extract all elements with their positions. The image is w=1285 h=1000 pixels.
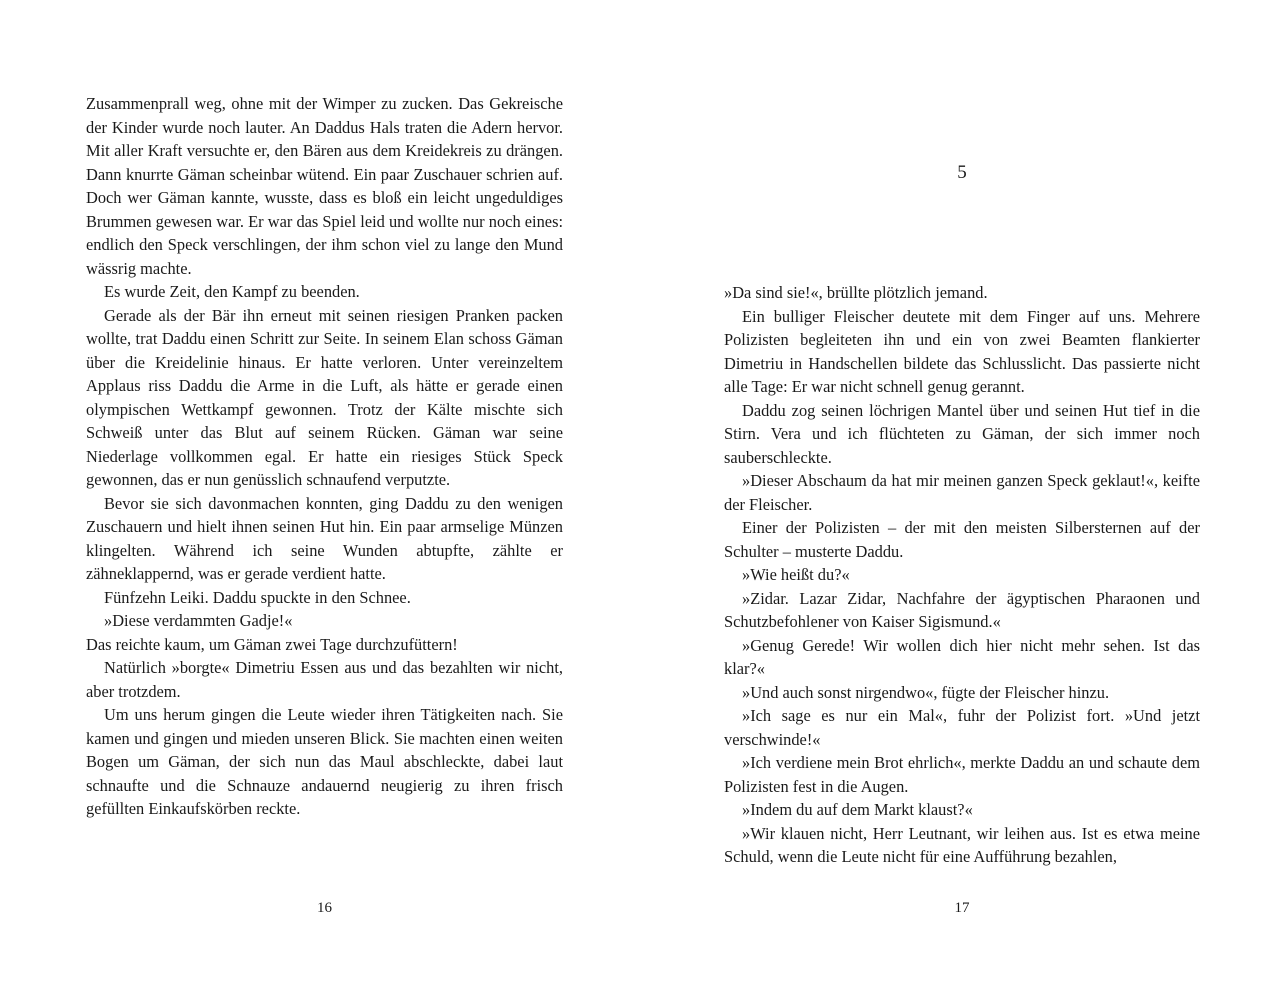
paragraph: »Wie heißt du?« (742, 565, 850, 584)
paragraph: Einer der Polizisten – der mit den meisten Silbersternen auf der Schulter – musterte Daddu. (724, 518, 1200, 561)
page-number: 16 (317, 900, 332, 916)
paragraph: »Dieser Abschaum da hat mir meinen ganzen Speck geklaut!«, keifte der Fleischer. (724, 471, 1200, 514)
paragraph: »Diese verdammten Gadje!« (104, 611, 293, 630)
paragraph: Gerade als der Bär ihn erneut mit seinen riesigen Pranken packen wollte, trat Daddu einen Schritt zur Seite. In seinem Elan schoss Gäman über die Kreidelinie hinaus. Er hatte verloren. Unter vereinzeltem Applaus riss Daddu die Arme in die Luft, als hätte er gerade einen olympischen Wettkampf gewonnen. Trotz der Kälte mischte sich Schweiß unter das Blut auf seinem Rücken. Gäman war seine Niederlage vollkommen egal. Er hatte ein riesiges Stück Speck gewonnen, das er nun genüsslich schnaufend verputzte. (86, 305, 563, 489)
paragraph: »Ich verdiene mein Brot ehrlich«, merkte Daddu an und schaute dem Polizisten fest in die Augen. (724, 753, 1200, 796)
paragraph: Natürlich »borgte« Dimetriu Essen aus und das bezahlten wir nicht, aber trotzdem. (86, 658, 563, 701)
chapter-number: 5 (957, 162, 967, 183)
right-page (643, 0, 1285, 1000)
left-page-text (86, 92, 563, 821)
paragraph: Um uns herum gingen die Leute wieder ihren Tätigkeiten nach. Sie kamen und gingen und mieden unseren Blick. Sie machten einen weiten Bogen um Gäman, der sich nun das Maul abschleckte, dabei laut schnaufte und die Schnauze andauernd neugierig zu ihren frisch gefüllten Einkaufskörben reckte. (86, 705, 563, 818)
paragraph: »Ich sage es nur ein Mal«, fuhr der Polizist fort. »Und jetzt verschwinde!« (724, 706, 1200, 749)
paragraph: Ein bulliger Fleischer deutete mit dem Finger auf uns. Mehrere Polizisten begleiteten ihn und ein von zwei Beamten flankierter Dimetriu in Handschellen bildete das Schlusslicht. Das passierte nicht alle Tage: Er war nicht schnell genug gerannt. (724, 306, 1200, 396)
paragraph: »Zidar. Lazar Zidar, Nachfahre der ägyptischen Pharaonen und Schutzbefohlener von Kaiser Sigismund.« (724, 588, 1200, 631)
paragraph: »Indem du auf dem Markt klaust?« (742, 800, 973, 819)
right-page-text (724, 281, 1200, 869)
paragraph: Daddu zog seinen löchrigen Mantel über und seinen Hut tief in die Stirn. Vera und ich flüchteten zu Gäman, der sich immer noch sauberschleckte. (724, 400, 1200, 467)
paragraph: Das reichte kaum, um Gäman zwei Tage durchzufüttern! (86, 634, 458, 654)
paragraph: Fünfzehn Leiki. Daddu spuckte in den Schnee. (104, 587, 411, 607)
page-number: 17 (954, 900, 970, 916)
paragraph: Es wurde Zeit, den Kampf zu beenden. (104, 282, 360, 301)
paragraph: »Da sind sie!«, brüllte plötzlich jemand. (724, 283, 988, 302)
paragraph: »Wir klauen nicht, Herr Leutnant, wir leihen aus. Ist es etwa meine Schuld, wenn die Leute nicht für eine Aufführung bezahlen, (724, 823, 1200, 866)
paragraph: Zusammenprall weg, ohne mit der Wimper zu zucken. Das Gekreische der Kinder wurde noch lauter. An Daddus Hals traten die Adern hervor. Mit aller Kraft versuchte er, den Bären aus dem Kreidekreis zu drängen. Dann knurrte Gäman scheinbar wütend. Ein paar Zuschauer schrien auf. Doch wer Gäman kannte, wusste, dass es bloß ein leicht ungeduldiges Brummen gewesen war. Er war das Spiel leid und wollte nur noch eines: endlich den Speck verschlingen, der ihm schon viel zu lange den Mund wässrig machte. (86, 94, 563, 278)
left-page (0, 0, 642, 1000)
paragraph: »Genug Gerede! Wir wollen dich hier nicht mehr sehen. Ist das klar?« (724, 635, 1200, 678)
paragraph: Bevor sie sich davonmachen konnten, ging Daddu zu den wenigen Zuschauern und hielt ihnen seinen Hut hin. Ein paar armselige Münzen klingelten. Während ich seine Wunden abtupfte, zählte er zähneklappernd, was er gerade verdient hatte. (86, 493, 563, 583)
paragraph: »Und auch sonst nirgendwo«, fügte der Fleischer hinzu. (742, 682, 1110, 702)
